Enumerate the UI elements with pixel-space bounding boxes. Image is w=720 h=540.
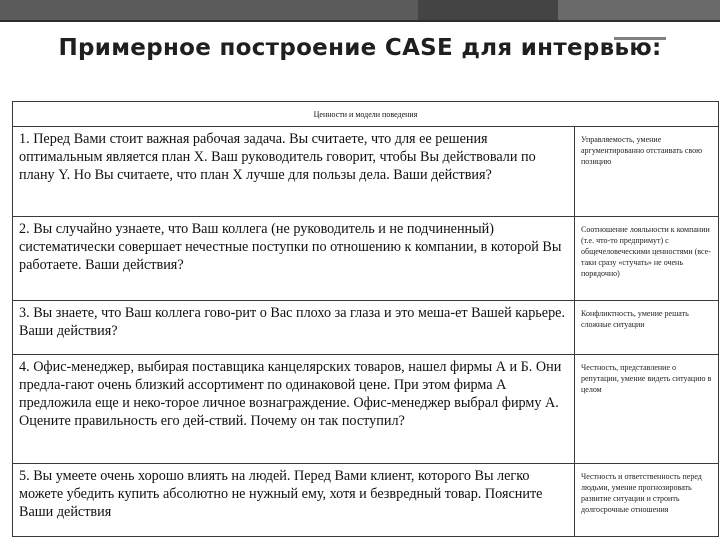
top-divider [0,20,720,22]
case-table [12,101,719,537]
table-row [13,464,719,537]
table-row [13,217,719,301]
value-cell: Управляемость, умение аргументированно отстаивать свою позицию [575,127,719,217]
question-cell: 4. Офис-менеджер, выбирая поставщика канцелярских товаров, нашел фирмы А и Б. Они предла-гают очень близкий ассортимент по одинаковой цене. При этом фирма А предложила еще и неко-торое личное вознаграждение. Офис-менеджер выбрал фирму А. Оцените правильность его дей-ствий. Почему он так поступил? [13,355,575,464]
value-cell: Конфликтность, умение решать сложные ситуации [575,301,719,355]
value-cell: Честность и ответственность перед людьми, умение прогнозировать развитие ситуации и строить долгосрочные отношения [575,464,719,537]
top-bar [0,0,720,20]
question-cell: 5. Вы умеете очень хорошо влиять на людей. Перед Вами клиент, которого Вы легко можете убедить купить абсолютно не нужный ему, хотя и безвредный товар. Поясните Ваши действия [13,464,575,537]
question-cell: 1. Перед Вами стоит важная рабочая задача. Вы считаете, что для ее решения оптимальным является план X. Ваш руководитель говорит, чтобы Вы действовали по плану Y. Но Вы считаете, что план X лучше для пользы дела. Ваши действия? [13,127,575,217]
value-cell: Честность, представление о репутации, умение видеть ситуацию в целом [575,355,719,464]
value-cell: Соотношение лояльности к компании (т.е. что-то предпримут) с общечеловеческими ценностями (все-таки сразу «стучать» не очень порядочно) [575,217,719,301]
table-row [13,127,719,217]
top-bar-segment [558,0,720,20]
table-header-row [13,102,719,127]
question-cell: 3. Вы знаете, что Ваш коллега гово-рит о Вас плохо за глаза и это меша-ет Вашей карьере. Ваши действия? [13,301,575,355]
question-cell: 2. Вы случайно узнаете, что Ваш коллега (не руководитель и не подчиненный) систематически совершает нечестные поступки по отношению к компании, в которой Вы работаете. Ваши действия? [13,217,575,301]
table-row [13,301,719,355]
top-bar-segment [418,0,558,20]
table-header: Ценности и модели поведения [13,102,719,127]
slide-title: Примерное построение CASE для интервью: [58,35,662,61]
table-row [13,355,719,464]
